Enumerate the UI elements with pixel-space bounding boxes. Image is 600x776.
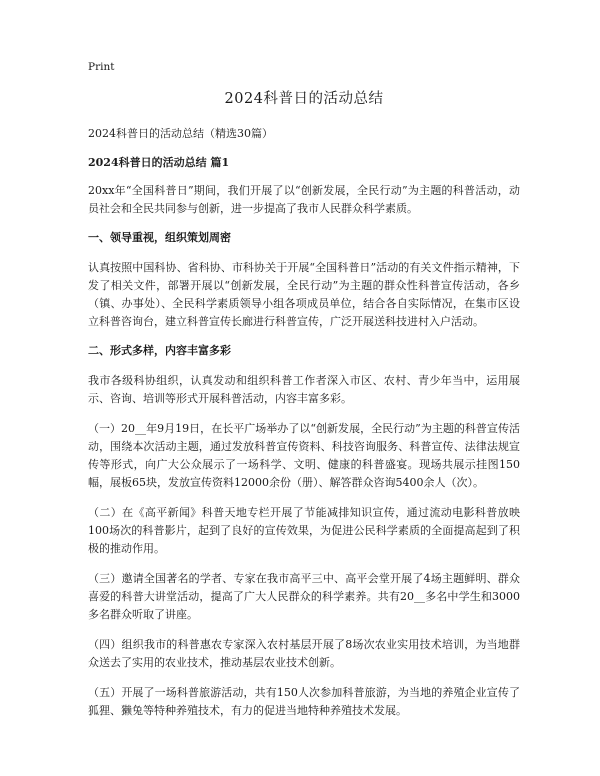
section-heading: 一、领导重视，组织策划周密 bbox=[88, 231, 231, 244]
print-label[interactable]: Print bbox=[88, 61, 115, 73]
section-heading: 二、形式多样，内容丰富多彩 bbox=[88, 344, 231, 357]
section-paragraph: （二）在《高平新闻》科普天地专栏开展了节能减排知识宣传，通过流动电影科普放映100场次的科普影片，起到了良好的宣传效果，为促进公民科学素质的全面提高起到了积极的推动作用。 bbox=[88, 506, 520, 555]
section-paragraph: （一）20__年9月19日，在长平广场举办了以“创新发展，全民行动”为主题的科普宣传活动，围绕本次活动主题，通过发放科普宣传资料、科技咨询服务、科普宣传、法律法规宣传等形式，向广大公众展示了一场科学、文明、健康的科普盛宴。现场共展示挂图150幅，展板65块，发放宣传资料12000余份（册）、解答群众咨询5400余人（次）。 bbox=[88, 422, 520, 489]
section-paragraph: 认真按照中国科协、省科协、市科协关于开展“全国科普日”活动的有关文件指示精神，下发了相关文件，部署开展以“创新发展，全民行动”为主题的群众性科普宣传活动，各乡（镇、办事处）、全民科学素质领导小组各项成员单位，结合各自实际情况，在集市区设立科普咨询台，建立科普宣传长廊进行科普宣传，广泛开展送科技进村入户活动。 bbox=[88, 261, 520, 328]
section-paragraph: （三）邀请全国著名的学者、专家在我市高平三中、高平会堂开展了4场主题鲜明、群众喜爱的科普大讲堂活动，提高了广大人民群众的科学素养。共有20__多名中学生和3000多名群众听取了讲座。 bbox=[88, 572, 520, 621]
section-paragraph: （四）组织我市的科普惠农专家深入农村基层开展了8场次农业实用技术培训，为当地群众送去了实用的农业技术，推动基层农业技术创新。 bbox=[88, 638, 520, 669]
intro-paragraph: 20xx年“全国科普日”期间，我们开展了以“创新发展，全民行动”为主题的科普活动，动员社会和全民共同参与创新，进一步提高了我市人民群众科学素质。 bbox=[88, 184, 520, 215]
document-subtitle: 2024科普日的活动总结（精选30篇） bbox=[88, 127, 273, 140]
document-title: 2024科普日的活动总结 bbox=[224, 91, 384, 107]
chapter-title: 2024科普日的活动总结 篇1 bbox=[88, 156, 230, 169]
document-page bbox=[88, 60, 520, 732]
section-paragraph: 我市各级科协组织，认真发动和组织科普工作者深入市区、农村、青少年当中，运用展示、咨询、培训等形式开展科普活动，内容丰富多彩。 bbox=[88, 374, 520, 405]
section-paragraph: （五）开展了一场科普旅游活动，共有150人次参加科普旅游，为当地的养殖企业宣传了狐狸、獭兔等特种养殖技术，有力的促进当地特种养殖技术发展。 bbox=[88, 686, 520, 717]
